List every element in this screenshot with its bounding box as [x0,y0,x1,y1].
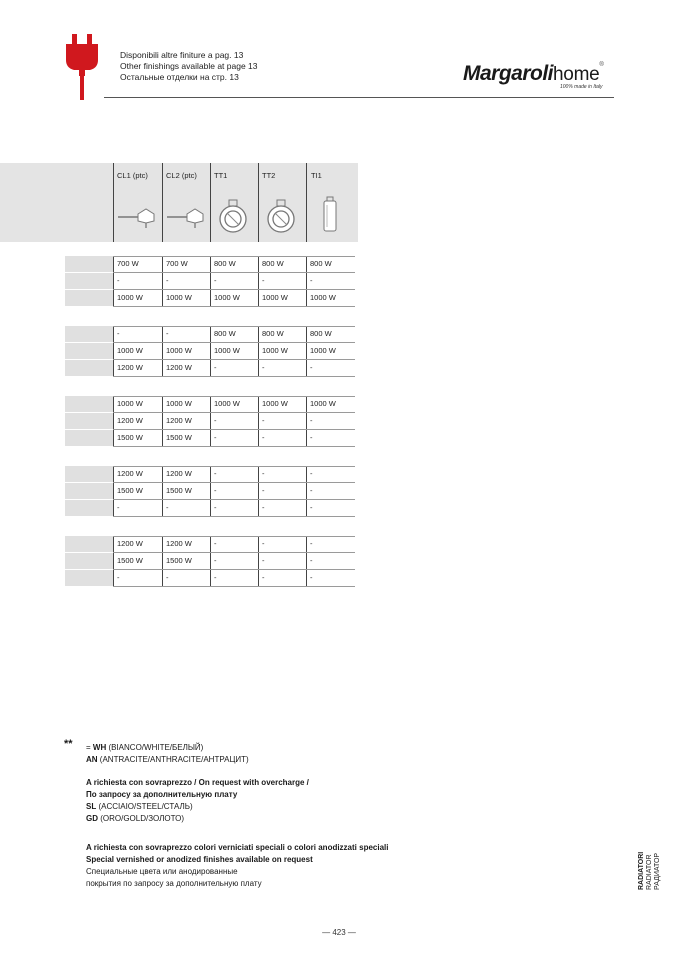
code-gd: GD [86,814,98,823]
row-label-cell [65,343,113,359]
row-label-cell [65,466,113,482]
heating-element-icon [310,195,350,235]
column-header-ti1 [308,163,356,242]
power-value-cell: - [117,503,120,512]
note-request-2-ru1: Специальные цвета или анодированные [86,867,238,876]
code-an: AN [86,755,98,764]
power-value-cell: - [262,573,265,582]
power-value-cell: - [310,276,313,285]
note-request-1 [86,777,309,788]
power-value-cell: - [262,556,265,565]
power-value-cell: 1000 W [214,293,240,302]
header-divider [104,97,614,98]
logo-tagline: 100% made in Italy [560,84,603,90]
row-label-cell [65,290,113,306]
table-row [65,256,355,272]
power-value-cell: 1000 W [310,399,336,408]
text-sl: (ACCIAIO/STEEL/СТАЛЬ) [96,802,193,811]
power-value-cell: - [310,573,313,582]
power-value-cell: - [166,503,169,512]
power-value-cell: - [310,416,313,425]
row-label-cell [65,500,113,516]
table-row [65,343,355,359]
column-divider [210,163,211,242]
row-label-cell [65,256,113,272]
power-value-cell: 1200 W [117,416,143,425]
power-value-cell: 1000 W [262,293,288,302]
thermostat-knob-icon [261,199,301,235]
power-value-cell: - [214,556,217,565]
page-number: — 423 — [322,928,356,937]
table-row [65,553,355,569]
power-value-cell: 1200 W [117,363,143,372]
power-value-cell: - [262,416,265,425]
note-eq: = [86,743,93,752]
power-value-cell: 700 W [117,259,139,268]
thermostat-knob-icon [213,199,253,235]
power-value-cell: - [214,363,217,372]
code-sl: SL [86,802,97,811]
power-value-cell: - [214,486,217,495]
power-value-cell: 800 W [214,259,236,268]
row-rule [113,256,355,257]
power-value-cell: 1000 W [166,293,192,302]
table-row [65,360,355,376]
column-label: CL2 (ptc) [166,171,197,180]
brand-logo [463,62,604,86]
row-label-cell [65,483,113,499]
text-wh: (BIANCO/WHITE/БЕЛЫЙ) [106,743,204,752]
table-row [65,290,355,306]
power-value-cell: 1000 W [166,399,192,408]
side-label-it: RADIATORI [638,851,645,890]
power-value-cell: - [310,433,313,442]
finishes-note [120,50,258,83]
power-value-cell: 800 W [310,329,332,338]
footnote-star: ** [64,738,73,750]
power-value-cell: 800 W [262,329,284,338]
power-value-cell: 1200 W [117,469,143,478]
row-label-cell [65,326,113,342]
table-row [65,413,355,429]
request-text: A richiesta con sovraprezzo / On request with overcharge / [86,778,309,787]
power-value-cell: 1000 W [262,399,288,408]
logo-home: home [553,64,600,85]
row-rule [113,326,355,327]
power-value-cell: 1000 W [310,293,336,302]
row-label-cell [65,360,113,376]
power-value-cell: - [310,363,313,372]
power-value-cell: - [117,573,120,582]
column-label: TT1 [214,171,228,180]
power-value-cell: 1200 W [166,469,192,478]
section-side-label [638,840,671,890]
power-value-cell: - [262,276,265,285]
row-label-cell [65,413,113,429]
power-value-cell: 700 W [166,259,188,268]
power-value-cell: 1500 W [166,556,192,565]
request-text-ru: По запросу за дополнительную плату [86,790,238,799]
column-divider [258,163,259,242]
power-value-cell: - [214,469,217,478]
column-header-tt2 [259,163,307,242]
power-plug-icon [64,34,100,100]
note-an [86,754,249,765]
logo-brand: Margaroli [463,62,554,85]
request-text: A richiesta con sovraprezzo colori verniciati speciali o colori anodizzati speciali [86,843,389,852]
text-gd: (ORO/GOLD/ЗОЛОТО) [98,814,184,823]
note-wh [86,742,203,753]
power-value-cell: - [262,469,265,478]
power-value-cell: - [310,556,313,565]
power-value-cell: - [262,539,265,548]
row-label-cell [65,396,113,412]
row-rule [113,396,355,397]
row-rule [113,536,355,537]
power-value-cell: - [262,433,265,442]
request-text: Special vernished or anodized finishes available on request [86,855,313,864]
row-rule [113,466,355,467]
row-label-cell [65,570,113,586]
power-value-cell: - [262,503,265,512]
column-divider [162,163,163,242]
table-row [65,396,355,412]
power-value-cell: - [262,363,265,372]
row-rule [113,446,355,447]
power-value-cell: 1000 W [214,346,240,355]
note-sl [86,801,193,812]
power-value-cell: - [214,433,217,442]
row-label-cell [65,430,113,446]
power-value-cell: - [214,416,217,425]
power-value-cell: 1500 W [117,433,143,442]
power-value-cell: 1500 W [166,486,192,495]
logo-reg: ® [599,62,604,68]
cable-plug-icon [165,203,207,229]
power-value-cell: 1000 W [117,346,143,355]
power-value-cell: 1500 W [117,486,143,495]
column-header-tt1 [211,163,259,242]
power-value-cell: 800 W [214,329,236,338]
power-value-cell: 1200 W [166,416,192,425]
note-gd [86,813,184,824]
column-divider [306,163,307,242]
power-value-cell: - [262,486,265,495]
text-an: (ANTRACITE/ANTHRACITE/АНТРАЦИТ) [97,755,249,764]
power-value-cell: 1000 W [166,346,192,355]
row-rule [113,306,355,307]
power-value-cell: 1200 W [117,539,143,548]
row-rule [113,376,355,377]
power-value-cell: 1200 W [166,539,192,548]
power-value-cell: - [310,539,313,548]
power-value-cell: - [166,573,169,582]
power-value-cell: 1500 W [117,556,143,565]
row-rule [113,516,355,517]
power-value-cell: 1000 W [262,346,288,355]
side-label-en: RADIATOR [646,854,653,890]
power-value-cell: 1200 W [166,363,192,372]
cable-plug-icon [116,203,158,229]
table-row [65,483,355,499]
table-row [65,466,355,482]
power-value-cell: 800 W [262,259,284,268]
power-value-cell: - [166,276,169,285]
power-value-cell: 1000 W [117,293,143,302]
table-row [65,430,355,446]
table-row [65,326,355,342]
row-rule [113,586,355,587]
table-row [65,273,355,289]
power-value-cell: - [310,503,313,512]
finishes-note-ru: Остальные отделки на стр. 13 [120,72,239,82]
column-header-cl2 [163,163,211,242]
column-label: CL1 (ptc) [117,171,148,180]
code-wh: WH [92,743,107,752]
power-value-cell: - [117,276,120,285]
table-row [65,500,355,516]
note-request-2-ru2: покрытия по запросу за дополнительную плату [86,879,262,888]
power-value-cell: - [214,573,217,582]
note-request-2-en [86,854,313,865]
row-label-cell [65,273,113,289]
power-value-cell: - [214,276,217,285]
note-request-1-ru [86,789,237,800]
column-label: TI1 [311,171,322,180]
finishes-note-it: Disponibili altre finiture a pag. 13 [120,50,244,60]
row-label-cell [65,536,113,552]
row-label-cell [65,553,113,569]
power-value-cell: 1000 W [310,346,336,355]
power-value-cell: 1000 W [214,399,240,408]
column-label: TT2 [262,171,276,180]
table-row [65,570,355,586]
power-value-cell: - [117,329,120,338]
power-value-cell: - [310,469,313,478]
power-value-cell: - [310,486,313,495]
finishes-note-en: Other finishings available at page 13 [120,61,258,71]
note-request-2-it [86,842,388,853]
power-value-cell: - [214,503,217,512]
power-value-cell: - [166,329,169,338]
column-header-cl1 [114,163,162,242]
column-divider [113,163,114,242]
power-value-cell: - [214,539,217,548]
side-label-ru: РАДИАТОР [654,852,661,890]
power-value-cell: 1500 W [166,433,192,442]
power-value-cell: 1000 W [117,399,143,408]
table-row [65,536,355,552]
power-value-cell: 800 W [310,259,332,268]
